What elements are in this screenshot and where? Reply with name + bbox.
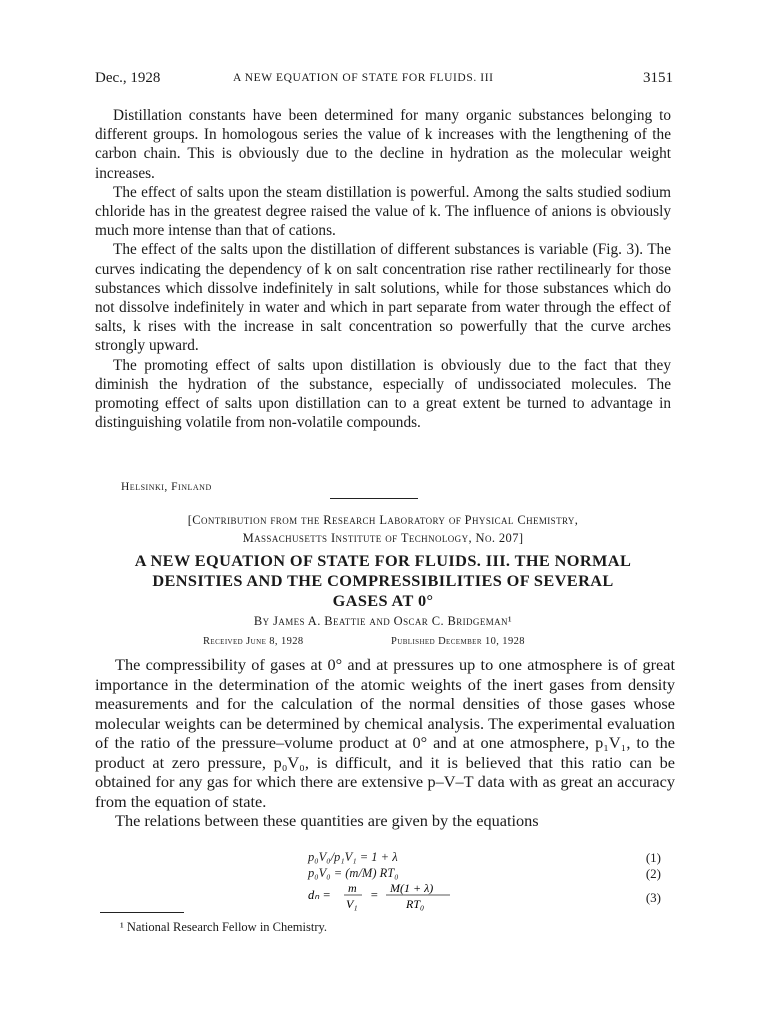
page-number: 3151 [643,70,673,86]
footnote-rule [100,912,184,913]
paragraph: The relations between these quantities are given by the equations [115,811,539,830]
fraction-denominator: V₁ [346,897,358,911]
running-title: A NEW EQUATION OF STATE FOR FLUIDS. III [233,72,494,84]
equation-lhs: dₙ = [308,888,331,902]
header-date: Dec., 1928 [95,70,161,86]
footnote: ¹ National Research Fellow in Chemistry. [120,920,328,934]
contribution-line: Massachusetts Institute of Technology, No. 207] [242,530,524,545]
published-date: Published December 10, 1928 [391,636,525,647]
equation-number: (1) [645,850,661,865]
fraction-denominator: RT₀ [406,897,425,911]
paragraph: The effect of salts upon the steam distillation is powerful. Among the salts studied sodium chloride has in the greatest degree raised the value of k. The influence of anions is obviously much more intense than that of cations. [95,183,671,240]
paragraph: The compressibility of gases at 0° and at pressures up to one atmosphere is of great importance in the determination of the atomic weights of the inert gases from density measurements and for the calculation of the normal densities of those gases whose molecular weights can be determined by chemical analysis. The experimental evaluation of the ratio of the pressure–volume product at 0° and at one atmosphere, p₁V₁, to the product at zero pressure, p₀V₀, is difficult, and it is believed that this ratio can be obtained for any gas for which there are extensive p–V–T data with as great an accuracy from the equation of state. [95,655,675,811]
paragraph: The effect of the salts upon the distillation of different substances is variable (Fig. 3). The curves indicating the dependency of k on salt concentration rise rather rectilinearly for those substances which dissolve indefinitely in salt solutions, while for those substances which do not dissolve indefinitely in water and which in part separate from water through the effect of salts, k rises with the increase in salt concentration so powerfully that the curve arches strongly upward. [95,241,671,355]
equation-3 [308,881,478,916]
received-date: Received June 8, 1928 [203,636,304,647]
contribution-note [95,512,671,547]
contribution-line: [Contribution from the Research Laboratory of Physical Chemistry, [187,513,579,527]
page-header [95,70,673,92]
section-divider [330,498,418,499]
equations [95,850,671,910]
fraction-numerator: M(1 + λ) [390,881,434,895]
paragraph: The promoting effect of salts upon distillation is obviously due to the fact that they diminish the hydration of the substance, especially of undissociated molecules. The promoting effect of salts upon distillation can to a great extent be turned to advantage in distinguishing volatile from non-volatile compounds. [95,356,671,432]
equation-2: p₀V₀ = (m/M) RT₀ [308,866,399,880]
fraction-numerator: m [348,881,357,895]
equation-number: (2) [645,866,661,881]
article-title [95,551,671,611]
title-line: GASES AT 0° [332,591,434,610]
author-location: Helsinki, Finland [121,481,212,493]
paragraph: Distillation constants have been determined for many organic substances belonging to different groups. In homologous series the value of k increases with the lengthening of the carbon chain. This is obviously due to the decline in hydration as the molecular weight increases. [95,107,671,182]
equation-1: p₀V₀/p₁V₁ = 1 + λ [308,850,398,864]
title-line: DENSITIES AND THE COMPRESSIBILITIES OF SEVERAL [152,571,614,590]
title-line: A NEW EQUATION OF STATE FOR FLUIDS. III. THE NORMAL [134,551,632,570]
density-equation-graphic [308,881,478,912]
equation-number: (3) [645,890,661,905]
previous-article-text [95,106,671,432]
article-body [95,655,675,831]
equals-sign: = [370,888,379,902]
byline: By James A. Beattie and Oscar C. Bridgeman¹ [253,614,513,628]
